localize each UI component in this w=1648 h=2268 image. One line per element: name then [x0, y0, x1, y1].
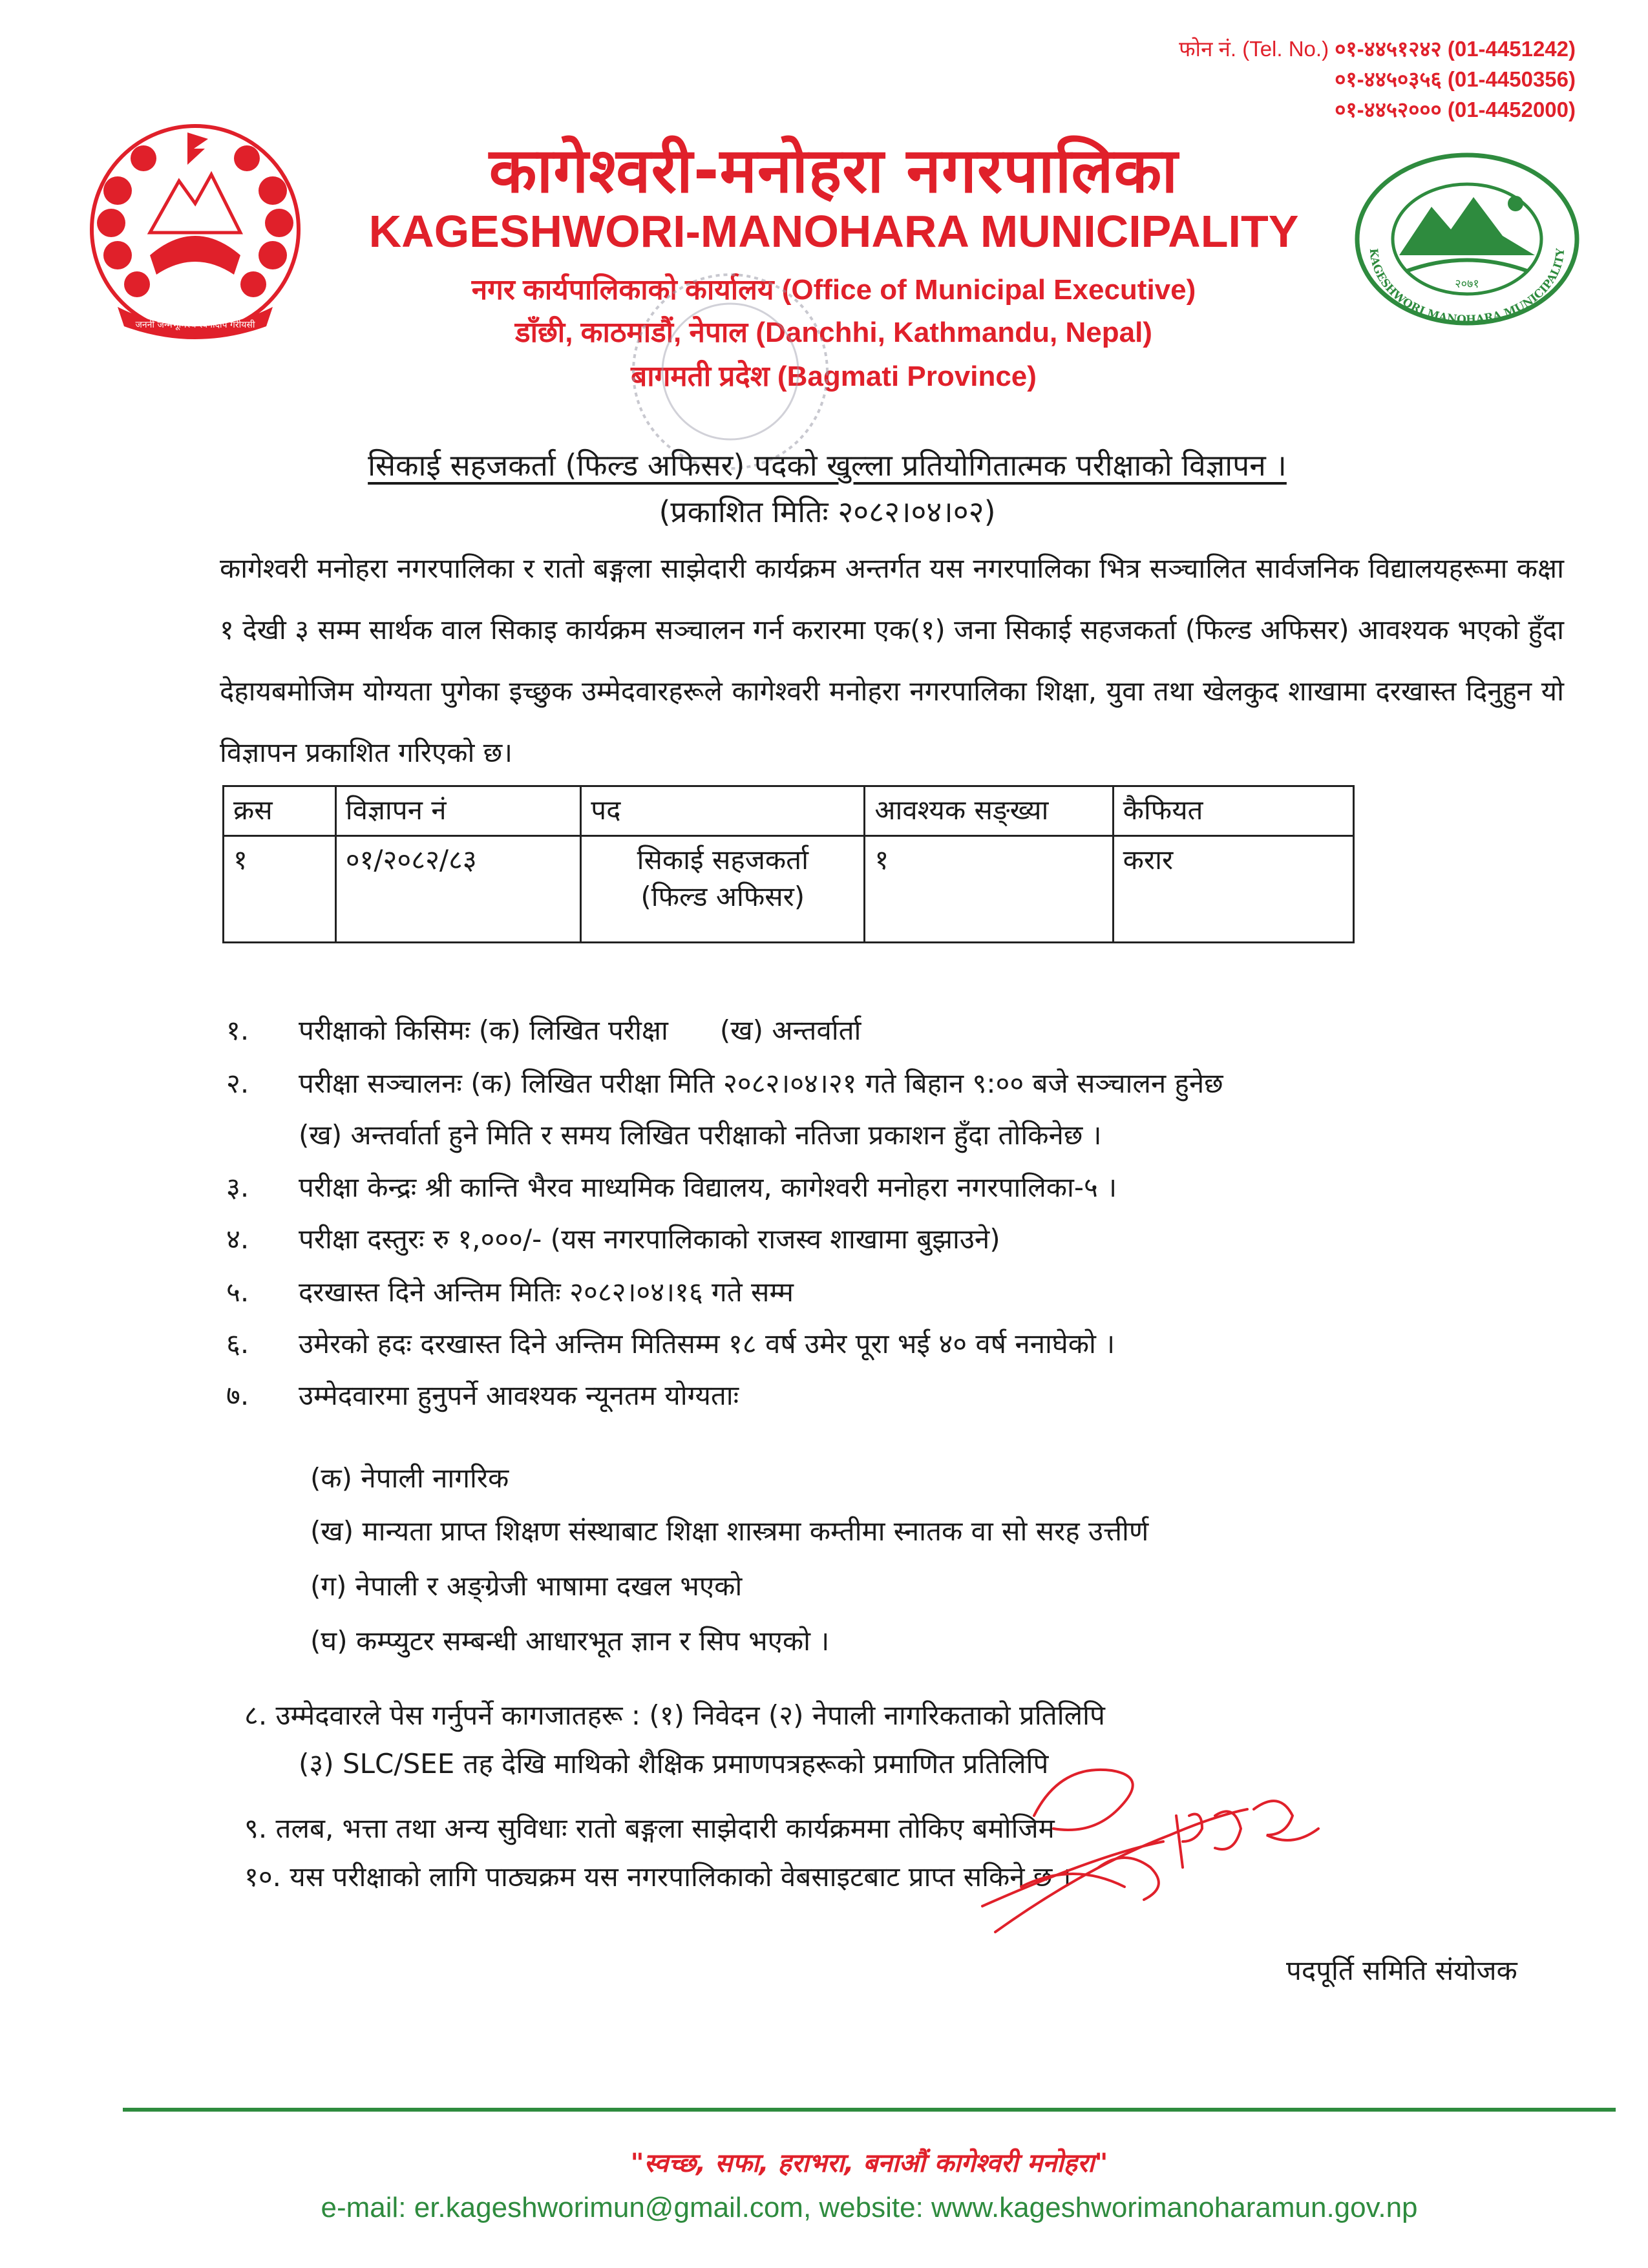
cell-serial: १	[224, 836, 336, 943]
list-item: ९. तलब, भत्ता तथा अन्य सुविधाः रातो बङ्गला साझेदारी कार्यक्रममा तोकिए बमोजिम	[244, 1812, 1055, 1844]
list-item-sub: (ख) अन्तर्वार्ता हुने मिति र समय लिखित परीक्षाको नतिजा प्रकाशन हुँदा तोकिनेछ ।	[299, 1119, 1102, 1151]
list-item-sub: (३) SLC/SEE तह देखि माथिको शैक्षिक प्रमाणपत्रहरूको प्रमाणित प्रतिलिपि	[299, 1748, 1049, 1780]
col-post: पद	[581, 786, 865, 836]
footer-slogan: "स्वच्छ, सफा, हराभरा, बनाऔं कागेश्वरी मनोहरा"	[630, 2148, 1108, 2178]
list-item: ८. उम्मेदवारले पेस गर्नुपर्ने कागजातहरू : (१) निवेदन (२) नेपाली नागरिकताको प्रतिलिपि	[244, 1699, 1105, 1731]
notice-heading: सिकाई सहजकर्ता (फिल्ड अफिसर) पदको खुल्ला प्रतियोगितात्मक परीक्षाको विज्ञापन ।	[368, 448, 1287, 483]
list-item: ३. परीक्षा केन्द्रः श्री कान्ति भैरव माध्यमिक विद्यालय, कागेश्वरी मनोहरा नगरपालिका-५ ।	[226, 1171, 1117, 1203]
col-required-count: आवश्यक सङ्ख्या	[865, 786, 1113, 836]
list-item-sub: (ख) मान्यता प्राप्त शिक्षण संस्थाबाट शिक्षा शास्त्रमा कम्तीमा स्नातक वा सो सरह उत्तीर्ण	[310, 1515, 1149, 1547]
signatory-title: पदपूर्ति समिति संयोजक	[1286, 1955, 1517, 1986]
list-item-sub: (ग) नेपाली र अङ्ग्रेजी भाषामा दखल भएको	[310, 1570, 743, 1602]
phone-block	[1179, 34, 1576, 125]
cell-required-count: १	[865, 836, 1113, 943]
nepal-emblem-icon	[72, 120, 318, 352]
phone-3: ०१-४४५२००० (01-4452000)	[1335, 98, 1576, 121]
vacancy-table	[222, 785, 1355, 943]
list-item: १. परीक्षाको किसिमः (क) लिखित परीक्षा (ख) अन्तर्वार्ता	[226, 1014, 861, 1046]
municipality-title-en: KAGESHWORI-MANOHARA MUNICIPALITY	[368, 206, 1299, 257]
municipality-title-np: कागेश्वरी-मनोहरा नगरपालिका	[489, 134, 1179, 207]
cell-remarks: करार	[1113, 836, 1353, 943]
phone-label: फोन नं. (Tel. No.)	[1179, 37, 1329, 61]
list-item: ४. परीक्षा दस्तुरः रु १,०००/- (यस नगरपालिकाको राजस्व शाखामा बुझाउने)	[226, 1223, 1000, 1255]
office-line: नगर कार्यपालिकाको कार्यालय (Office of Municipal Executive)	[471, 274, 1196, 306]
list-item: ६. उमेरको हदः दरखास्त दिने अन्तिम मितिसम्म १८ वर्ष उमेर पूरा भई ४० वर्ष ननाघेको ।	[226, 1328, 1115, 1360]
list-item: ५. दरखास्त दिने अन्तिम मितिः २०८२।०४।१६ गते सम्म	[226, 1276, 794, 1308]
cell-post-line1: सिकाई सहजकर्ता	[637, 844, 808, 876]
phone-1: ०१-४४५१२४२ (01-4451242)	[1335, 37, 1576, 61]
list-item-sub: (क) नेपाली नागरिक	[310, 1462, 509, 1494]
intro-paragraph: कागेश्वरी मनोहरा नगरपालिका र रातो बङ्गला साझेदारी कार्यक्रम अन्तर्गत यस नगरपालिका भित्र सञ्चालित सार्वजनिक विद्यालयहरूमा कक्षा १ देखी ३ सम्म सार्थक वाल सिकाइ कार्यक्रम सञ्चालन गर्न करारमा एक(१) जना सिकाई सहजकर्ता (फिल्ड अफिसर) आवश्यक भएको हुँदा देहायबमोजिम योग्यता पुगेका इच्छुक उम्मेदवारहरूले कागेश्वरी मनोहरा नगरपालिका शिक्षा, युवा तथा खेलकुद शाखामा दरखास्त दिनुहुन यो विज्ञापन प्रकाशित गरिएको छ।	[220, 552, 1564, 768]
table-header-row	[224, 786, 1354, 836]
address-line: डाँछी, काठमाडौं, नेपाल (Danchhi, Kathmandu, Nepal)	[515, 317, 1152, 348]
published-date: (प्रकाशित मितिः २०८२।०४।०२)	[659, 494, 996, 529]
footer-contact: e-mail: er.kageshworimun@gmail.com, website: www.kageshworimanoharamun.gov.np	[321, 2192, 1418, 2223]
logo-year: २०७१	[1455, 277, 1479, 291]
province-line: बागमती प्रदेश (Bagmati Province)	[631, 361, 1037, 392]
list-item: ७. उम्मेदवारमा हुनुपर्ने आवश्यक न्यूनतम योग्यताः	[226, 1380, 739, 1411]
list-item: २. परीक्षा सञ्चालनः (क) लिखित परीक्षा मिति २०८२।०४।२१ गते बिहान ९:०० बजे सञ्चालन हुनेछ	[226, 1067, 1223, 1099]
cell-post-line2: (फिल्ड अफिसर)	[640, 881, 805, 912]
col-ad-number: विज्ञापन नं	[335, 786, 581, 836]
col-serial: क्रस	[224, 786, 336, 836]
emblem-motto: जननी जन्मभूमिश्च स्वर्गादपि गरीयसी	[135, 320, 255, 330]
cell-ad-number: ०१/२०८२/८३	[335, 836, 581, 943]
col-remarks: कैफियत	[1113, 786, 1353, 836]
footer-divider	[123, 2108, 1616, 2112]
phone-2: ०१-४४५०३५६ (01-4450356)	[1335, 67, 1576, 91]
list-item: १०. यस परीक्षाको लागि पाठ्यक्रम यस नगरपालिकाको वेबसाइटबाट प्राप्त सकिने छ ।	[244, 1861, 1072, 1893]
cell-post	[581, 836, 865, 943]
table-row	[224, 836, 1354, 943]
signature-icon	[956, 1738, 1344, 1951]
list-item-sub: (घ) कम्प्युटर सम्बन्धी आधारभूत ज्ञान र सिप भएको ।	[310, 1625, 830, 1657]
logo-ring-text: KAGESHWORI MANOHARA MUNICIPALITY	[1366, 247, 1568, 326]
municipality-logo-icon	[1354, 152, 1580, 326]
